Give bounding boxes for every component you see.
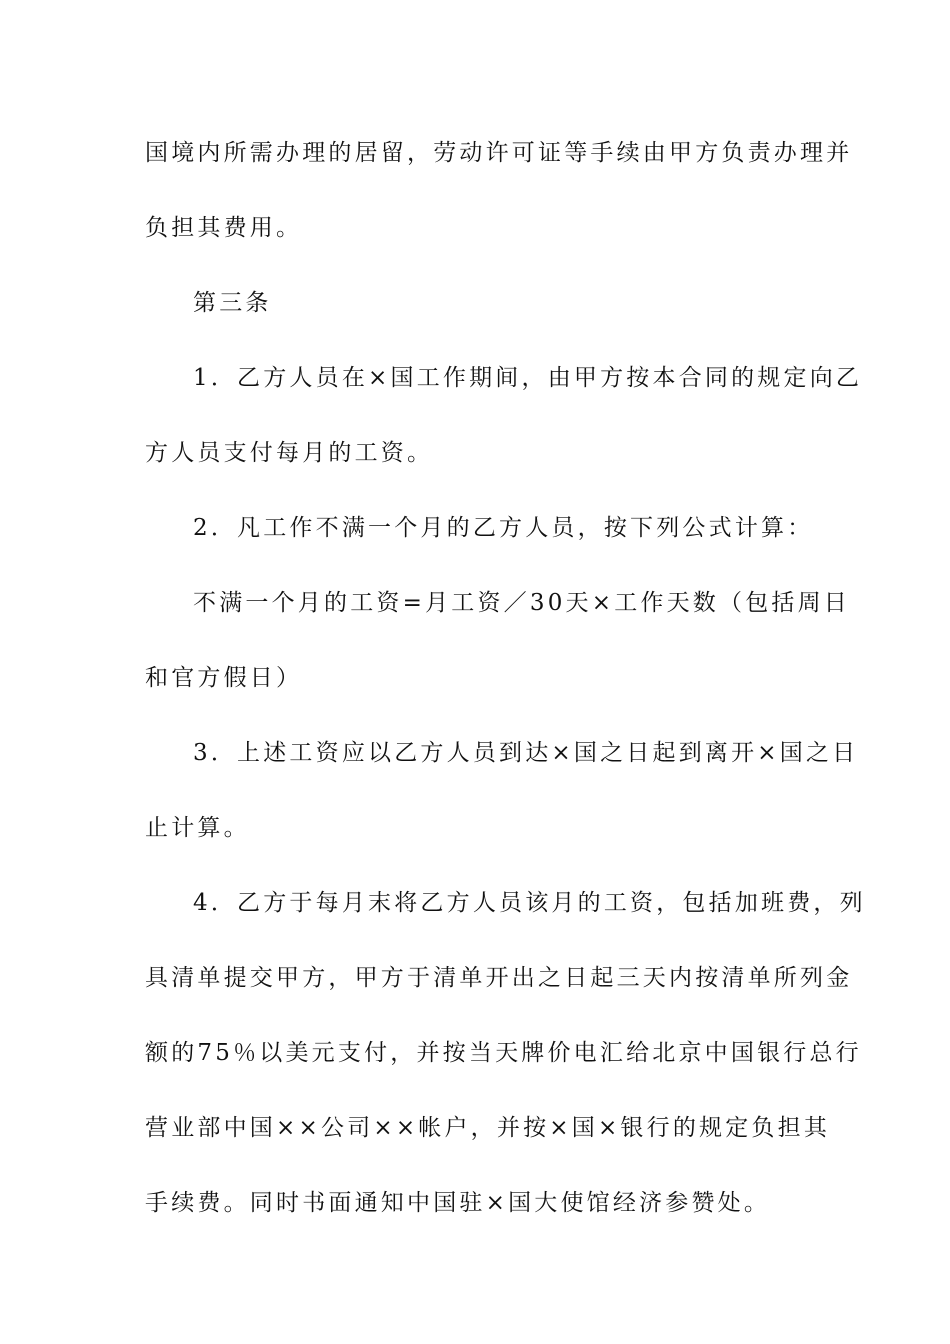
text-line: 手续费。同时书面通知中国驻×国大使馆经济参赞处。 xyxy=(145,1190,771,1216)
text-line: 4．乙方于每月末将乙方人员该月的工资，包括加班费，列 xyxy=(193,890,866,916)
text-line: 方人员支付每月的工资。 xyxy=(145,440,434,466)
text-line: 3．上述工资应以乙方人员到达×国之日起到离开×国之日 xyxy=(193,740,859,766)
article-heading: 第三条 xyxy=(193,290,272,316)
text-line: 和官方假日） xyxy=(145,665,303,691)
text-line: 2．凡工作不满一个月的乙方人员，按下列公式计算： xyxy=(193,515,814,541)
text-line: 国境内所需办理的居留，劳动许可证等手续由甲方负责办理并 xyxy=(145,140,853,166)
text-line: 负担其费用。 xyxy=(145,215,303,241)
formula-line: 不满一个月的工资=月工资／30天×工作天数（包括周日 xyxy=(193,590,851,616)
text-line: 营业部中国××公司××帐户，并按×国×银行的规定负担其 xyxy=(145,1115,831,1141)
text-line: 1．乙方人员在×国工作期间，由甲方按本合同的规定向乙 xyxy=(193,365,863,391)
text-line: 止计算。 xyxy=(145,815,250,841)
text-line: 具清单提交甲方，甲方于清单开出之日起三天内按清单所列金 xyxy=(145,965,853,991)
text-line: 额的75％以美元支付，并按当天牌价电汇给北京中国银行总行 xyxy=(145,1040,862,1066)
